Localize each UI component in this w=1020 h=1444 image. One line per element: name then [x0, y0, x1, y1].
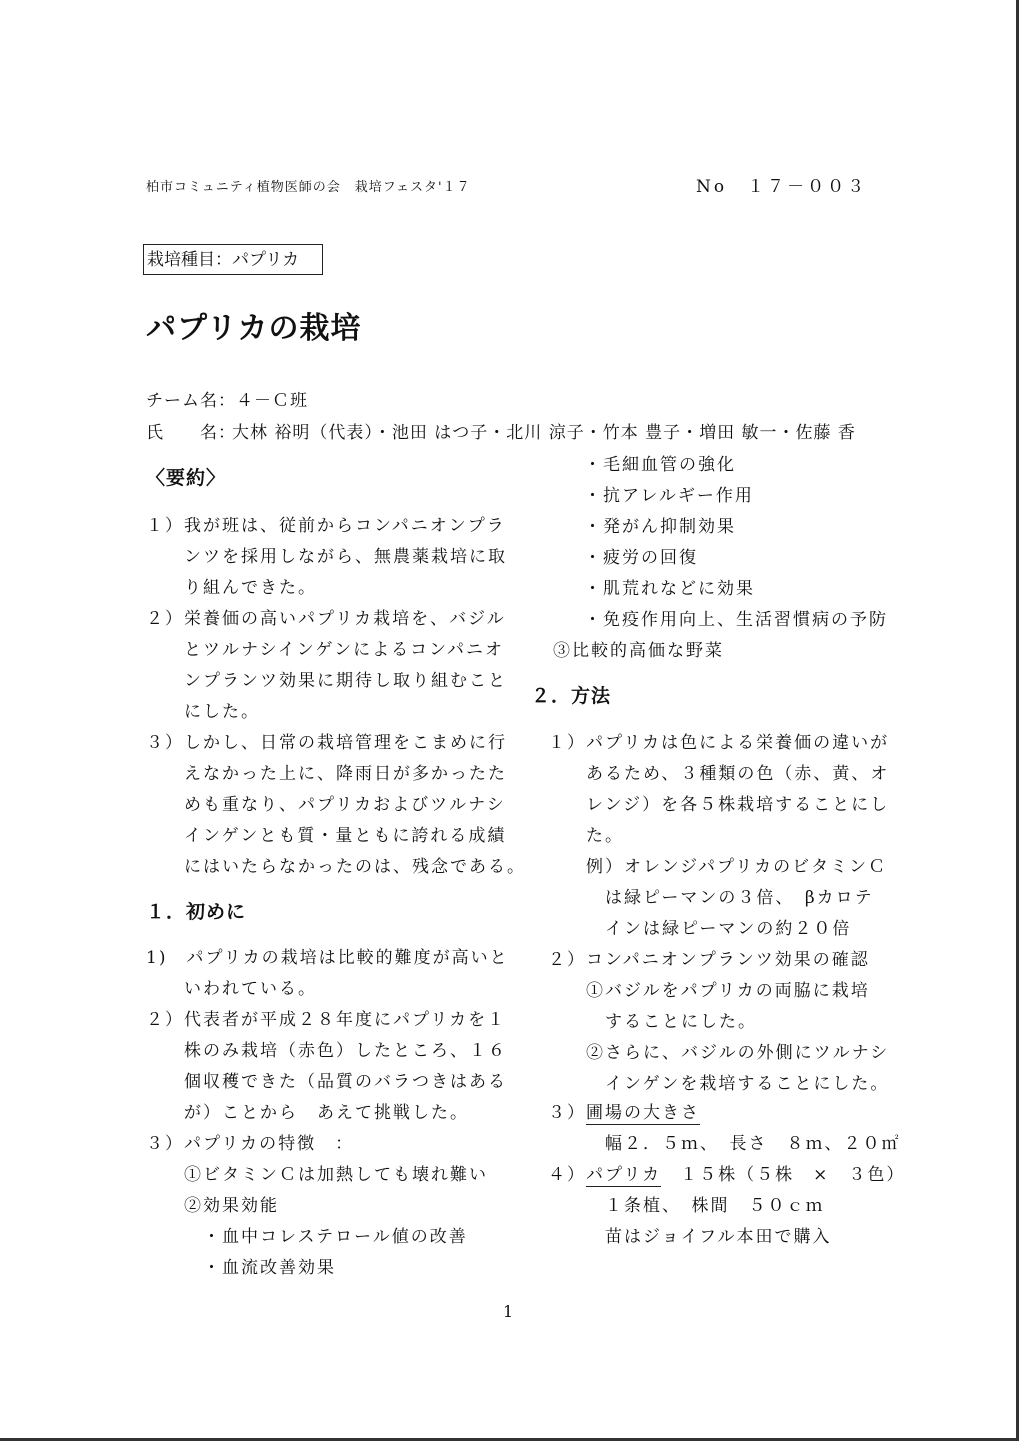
plant-spacing: １条植、 株間 ５０ｃｍ — [548, 1196, 825, 1216]
page-number: 1 — [503, 1302, 514, 1321]
members-row — [146, 418, 856, 443]
text-line: 例）オレンジパプリカのビタミンＣ — [548, 857, 888, 877]
text-line: ・免疫作用向上、生活習慣病の予防 — [584, 610, 888, 630]
page-title: パプリカの栽培 — [146, 311, 362, 346]
text-line: 個収穫できた（品質のバラつきはある — [146, 1072, 507, 1092]
text-line: ②効果効能 — [146, 1196, 279, 1216]
text-line: いわれている。 — [146, 979, 317, 999]
summary-heading: 〈要約〉 — [146, 467, 227, 489]
organization-header: 柏市コミュニティ植物医師の会 栽培フェスタ'１７ — [146, 180, 471, 195]
team-name: チーム名：４－Ｃ班 — [146, 391, 308, 411]
members-label: 氏 名： — [146, 423, 236, 443]
text-line: にはいたらなかったのは、残念である。 — [146, 857, 526, 877]
text-line: ①バジルをパプリカの両脇に栽培 — [548, 981, 870, 1001]
seedling-source: 苗はジョイフル本田で購入 — [548, 1227, 832, 1247]
text-line: １）パプリカは色による栄養価の違いが — [548, 733, 890, 753]
crop-type-box: 栽培種目：パプリカ — [143, 244, 323, 275]
method-heading: ２．方法 — [531, 685, 612, 707]
text-line: が）ことから あえて挑戦した。 — [146, 1103, 469, 1123]
paprika-row — [548, 1160, 905, 1185]
text-line: 1) パプリカの栽培は比較的難度が高いと — [146, 948, 509, 968]
intro-heading: １．初めに — [146, 901, 247, 923]
text-line: インゲンを栽培することにした。 — [548, 1074, 890, 1094]
text-line: ・血中コレステロール値の改善 — [146, 1227, 468, 1247]
text-line: は緑ピーマンの３倍、 βカロテ — [548, 888, 874, 908]
text-line: インゲンとも質・量ともに誇れる成績 — [146, 826, 507, 846]
text-line: ンツを採用しながら、無農薬栽培に取 — [146, 547, 507, 567]
field-size-label: 圃場の大きさ — [586, 1103, 700, 1123]
text-line: ②さらに、バジルの外側にツルナシ — [548, 1043, 890, 1063]
text-line: １）我が班は、従前からコンパニオンプラ — [146, 516, 506, 536]
text-line: とツルナシインゲンによるコンパニオ — [146, 640, 504, 660]
text-line: ・発がん抑制効果 — [584, 517, 736, 537]
text-line: た。 — [548, 826, 624, 846]
text-line: ３）しかし、日常の栽培管理をこまめに行 — [146, 733, 507, 753]
text-line: ①ビタミンＣは加熱しても壊れ難い — [146, 1165, 488, 1185]
text-line: ・抗アレルギー作用 — [584, 486, 754, 506]
text-line: ンプランツ効果に期待し取り組むこと — [146, 671, 507, 691]
text-line: することにした。 — [548, 1012, 757, 1032]
text-line: ２）代表者が平成２８年度にパプリカを１ — [146, 1010, 507, 1030]
paprika-count: １５株（５株 × ３色） — [661, 1165, 906, 1185]
text-line: あるため、３種類の色（赤、黄、オ — [548, 764, 890, 784]
text-line: にした。 — [146, 702, 260, 722]
field-size-value: 幅２．５ｍ、 長さ ８ｍ、２０㎡ — [548, 1134, 901, 1154]
text-line: ２）コンパニオンプランツ効果の確認 — [548, 950, 870, 970]
text-line: 株のみ栽培（赤色）したところ、１６ — [146, 1041, 507, 1061]
text-line: レンジ）を各５株栽培することにし — [548, 795, 890, 815]
text-line: ・血流改善効果 — [146, 1258, 336, 1278]
text-line: ・疲労の回復 — [584, 548, 698, 568]
expensive-line: ③比較的高価な野菜 — [553, 641, 724, 661]
text-line: えなかった上に、降雨日が多かったた — [146, 764, 507, 784]
text-line: ３）パプリカの特徴 ： — [146, 1134, 355, 1154]
text-line: ・毛細血管の強化 — [584, 455, 736, 475]
text-line: インは緑ピーマンの約２０倍 — [548, 919, 852, 939]
paprika-label: パプリカ — [586, 1165, 662, 1185]
members-names: 大林 裕明（代表）・池田 はつ子・北川 涼子・竹本 豊子・増田 敏一・佐藤 香 — [232, 423, 856, 443]
text-line: ２）栄養価の高いパプリカ栽培を、バジル — [146, 609, 506, 629]
paprika-prefix: ４） — [548, 1165, 586, 1185]
field-size-heading — [548, 1098, 700, 1123]
text-line: り組んできた。 — [146, 578, 317, 598]
text-line: ・肌荒れなどに効果 — [584, 579, 755, 599]
document-number: No １７－００３ — [696, 177, 868, 197]
field-size-prefix: ３） — [548, 1103, 586, 1123]
text-line: めも重なり、パプリカおよびツルナシ — [146, 795, 506, 815]
